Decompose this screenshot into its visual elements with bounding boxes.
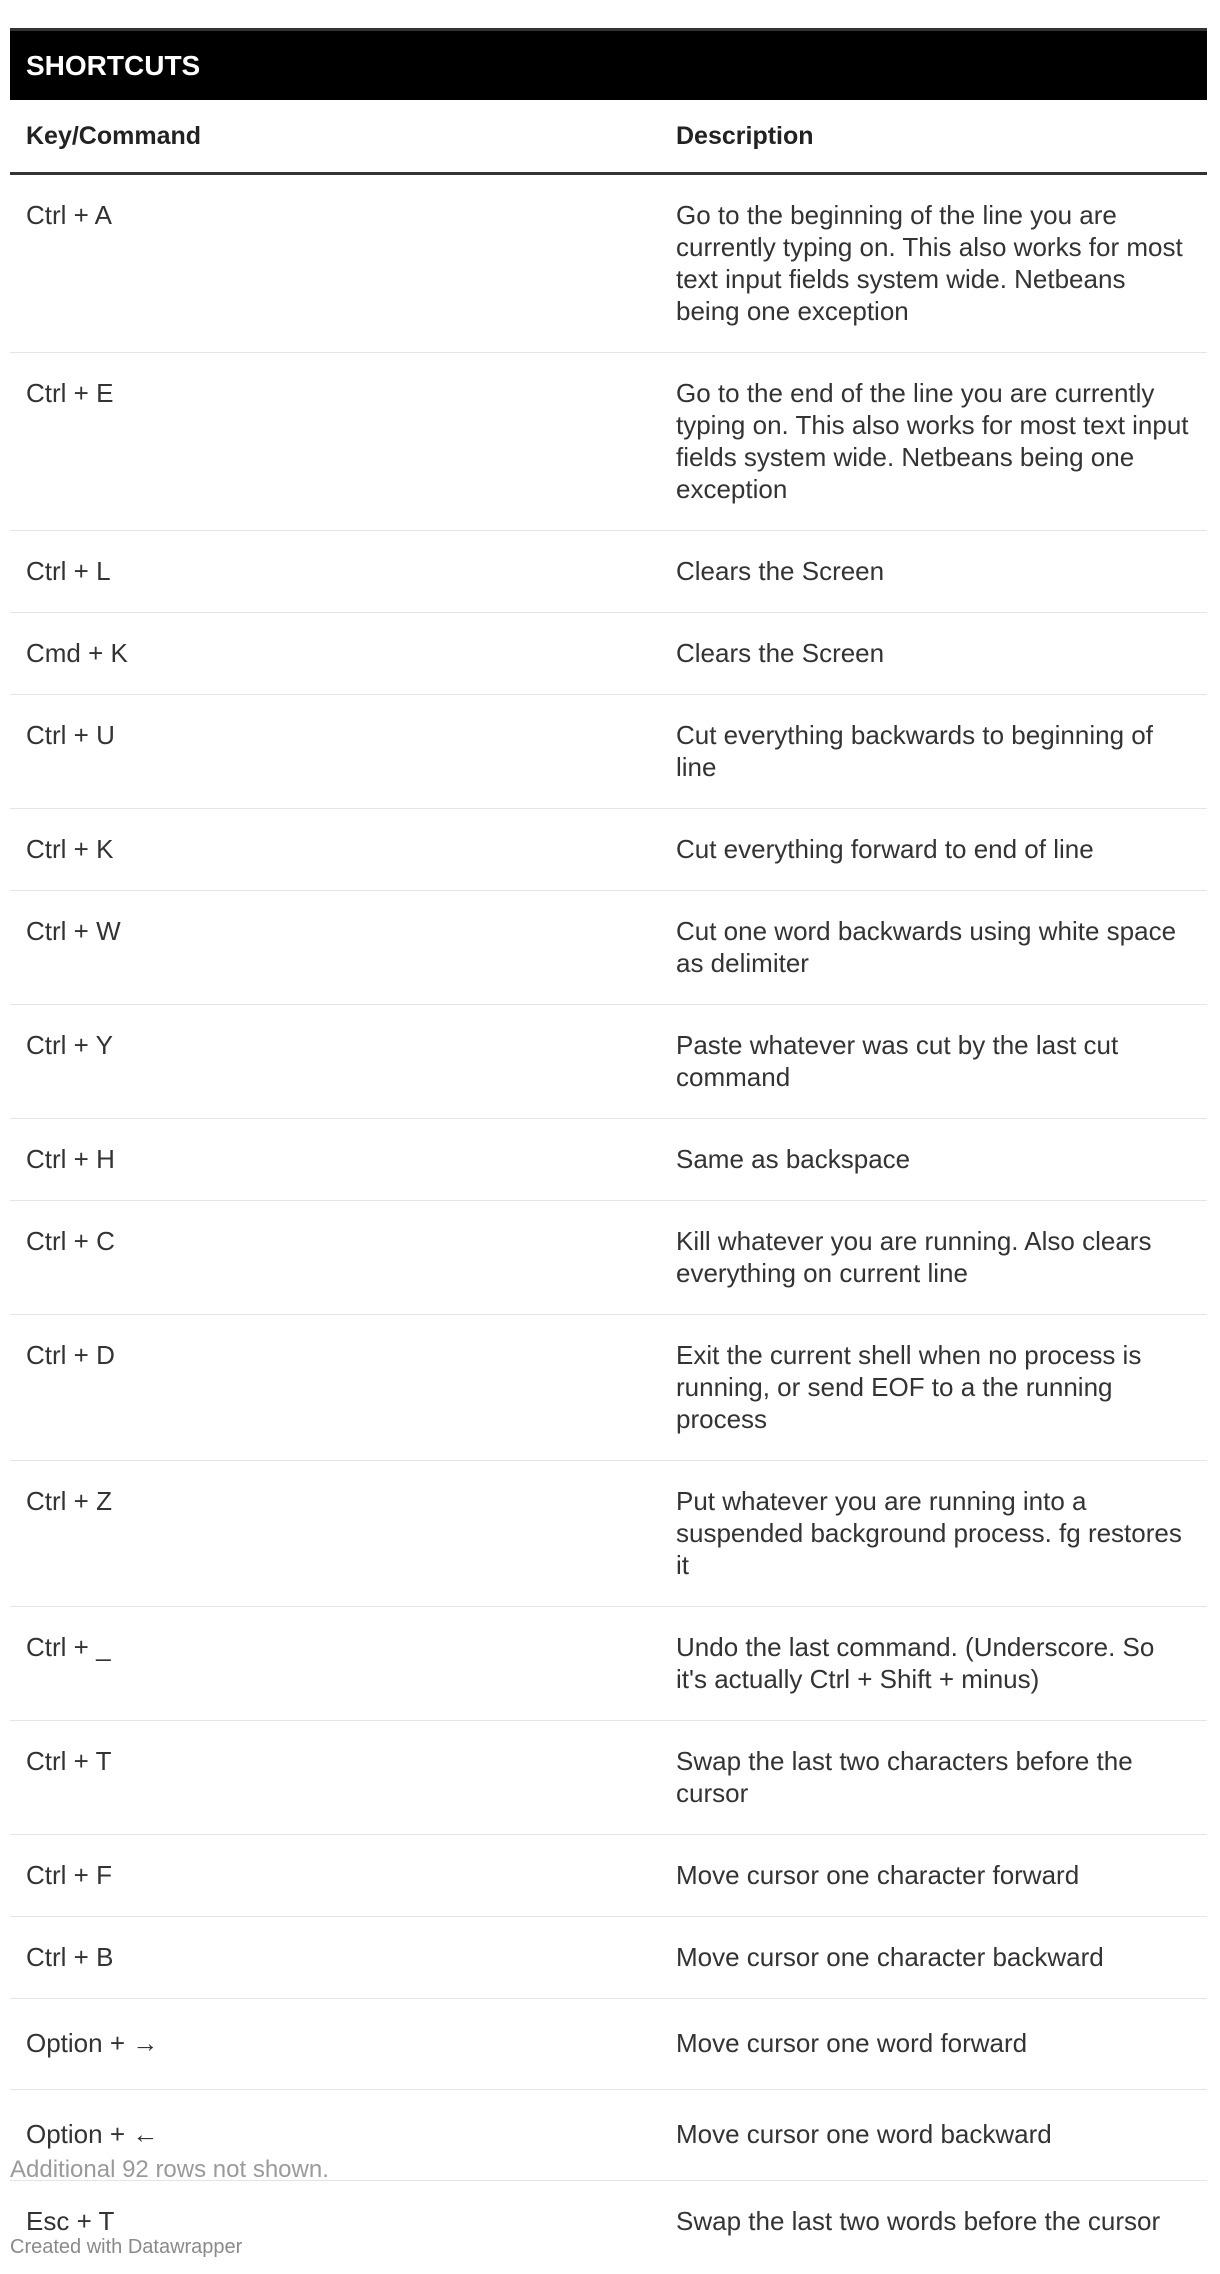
- description-cell: Kill whatever you are running. Also clears everything on current line: [660, 1201, 1207, 1315]
- table-row: [10, 1917, 1207, 1999]
- key-cell: Ctrl + K: [10, 809, 660, 891]
- table-row: [10, 1201, 1207, 1315]
- table-row: [10, 891, 1207, 1005]
- table-row: [10, 1607, 1207, 1721]
- column-header-description[interactable]: Description: [660, 100, 1207, 174]
- column-header-key[interactable]: Key/Command: [10, 100, 660, 174]
- table-row: [10, 1315, 1207, 1461]
- shortcuts-table: [10, 100, 1207, 2262]
- table-row: [10, 531, 1207, 613]
- description-cell: Exit the current shell when no process is running, or send EOF to a the running process: [660, 1315, 1207, 1461]
- table-row: [10, 1119, 1207, 1201]
- description-cell: Move cursor one character forward: [660, 1835, 1207, 1917]
- key-cell: Cmd + K: [10, 613, 660, 695]
- description-cell: Cut everything backwards to beginning of line: [660, 695, 1207, 809]
- key-cell: Ctrl + _: [10, 1607, 660, 1721]
- key-cell: Option + ←: [10, 2090, 660, 2181]
- description-cell: Clears the Screen: [660, 531, 1207, 613]
- description-cell: Move cursor one word backward: [660, 2090, 1207, 2181]
- key-cell: Ctrl + H: [10, 1119, 660, 1201]
- key-cell: Ctrl + Y: [10, 1005, 660, 1119]
- key-cell: Ctrl + D: [10, 1315, 660, 1461]
- key-cell: Option + →: [10, 1999, 660, 2090]
- description-cell: Move cursor one character backward: [660, 1917, 1207, 1999]
- key-cell: Ctrl + E: [10, 353, 660, 531]
- table-row: [10, 613, 1207, 695]
- key-cell: Esc + T: [26, 2206, 115, 2236]
- key-cell: Ctrl + T: [10, 1721, 660, 1835]
- table-row: [10, 1999, 1207, 2090]
- key-cell: Ctrl + A: [10, 174, 660, 353]
- key-cell: Ctrl + W: [10, 891, 660, 1005]
- table-header-row: [10, 100, 1207, 174]
- description-cell: Same as backspace: [660, 1119, 1207, 1201]
- description-cell: Move cursor one word forward: [660, 1999, 1207, 2090]
- table-row: [10, 1461, 1207, 1607]
- table-row: [10, 1835, 1207, 1917]
- key-cell: Ctrl + Z: [10, 1461, 660, 1607]
- key-cell: Ctrl + B: [10, 1917, 660, 1999]
- table-row: [10, 1005, 1207, 1119]
- table-row: [10, 809, 1207, 891]
- shortcuts-table-container: [10, 28, 1207, 2262]
- table-row: [10, 695, 1207, 809]
- key-cell: Ctrl + L: [10, 531, 660, 613]
- description-cell: Swap the last two words before the cursor: [676, 2206, 1161, 2236]
- key-cell: Ctrl + F: [10, 1835, 660, 1917]
- table-title: SHORTCUTS: [10, 28, 1207, 100]
- description-cell: Clears the Screen: [660, 613, 1207, 695]
- datawrapper-credit[interactable]: Created with Datawrapper: [10, 2236, 243, 2258]
- description-cell: Cut one word backwards using white space as delimiter: [660, 891, 1207, 1005]
- table-row: [10, 353, 1207, 531]
- table-row: [10, 174, 1207, 353]
- description-cell: Go to the beginning of the line you are currently typing on. This also works for most text input fields system wide. Netbeans being one exception: [660, 174, 1207, 353]
- key-cell: Ctrl + U: [10, 695, 660, 809]
- description-cell: Undo the last command. (Underscore. So it's actually Ctrl + Shift + minus): [660, 1607, 1207, 1721]
- table-row: [10, 1721, 1207, 1835]
- description-cell: Paste whatever was cut by the last cut command: [660, 1005, 1207, 1119]
- table-notes: Additional 92 rows not shown.: [10, 2156, 329, 2183]
- description-cell: Put whatever you are running into a suspended background process. fg restores it: [660, 1461, 1207, 1607]
- description-cell: Go to the end of the line you are currently typing on. This also works for most text input fields system wide. Netbeans being one exception: [660, 353, 1207, 531]
- description-cell: Swap the last two characters before the cursor: [660, 1721, 1207, 1835]
- description-cell: Cut everything forward to end of line: [660, 809, 1207, 891]
- key-cell: Ctrl + C: [10, 1201, 660, 1315]
